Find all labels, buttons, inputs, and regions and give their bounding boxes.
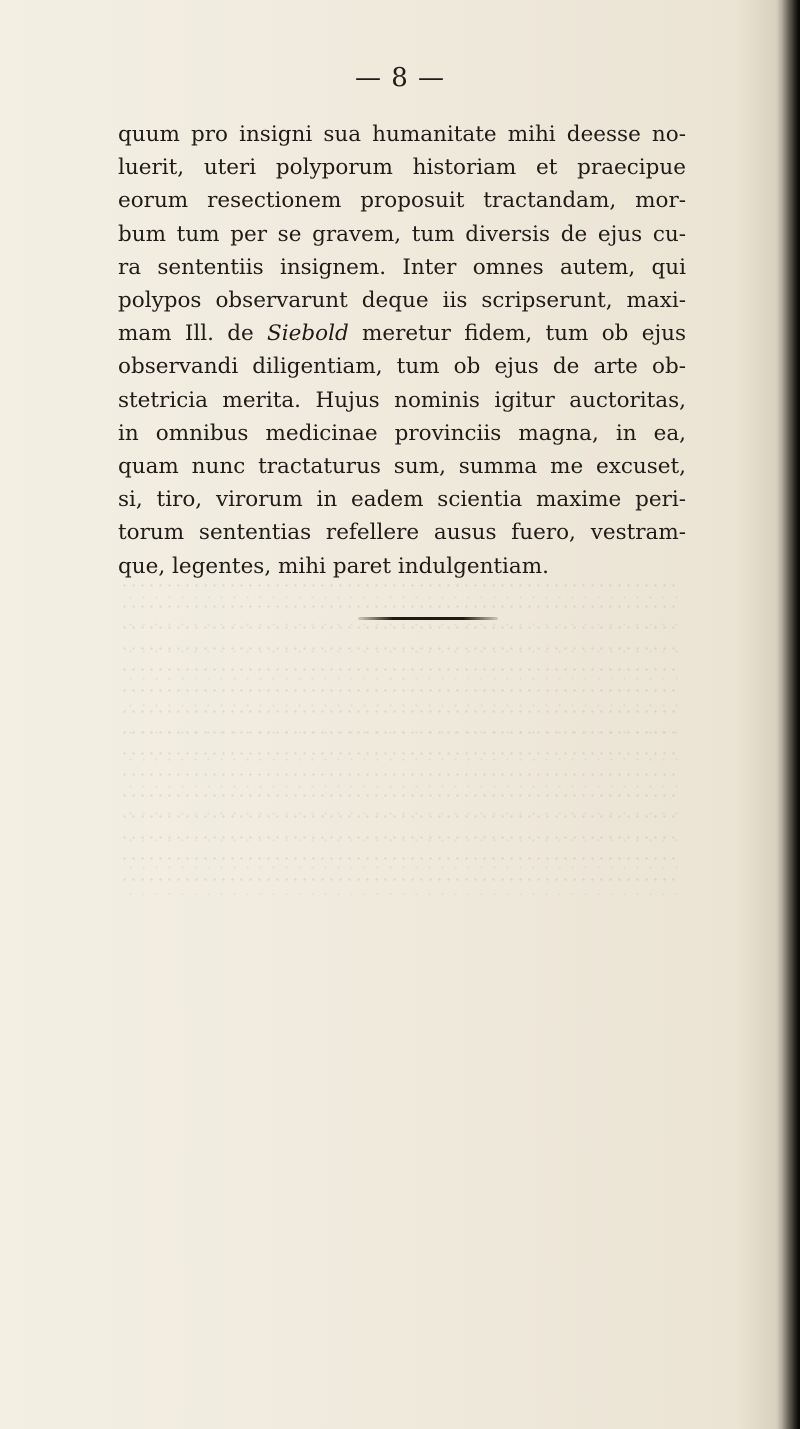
text-line: bum tum per se gravem, tum diversis de ejus cu- xyxy=(118,221,686,247)
text-line xyxy=(118,317,686,350)
text-line: in omnibus medicinae provinciis magna, in ea, xyxy=(118,420,686,446)
text-line: polypos observarunt deque iis scripserunt, maxi- xyxy=(118,288,686,314)
text-line: quum pro insigni sua humanitate mihi deesse no- xyxy=(118,122,686,147)
section-divider-rule xyxy=(358,617,498,620)
text-line: luerit, uteri polyporum historiam et praecipue xyxy=(118,155,686,181)
text-line: eorum resectionem proposuit tractandam, mor- xyxy=(118,188,686,214)
text-line: stetricia merita. Hujus nominis igitur auctoritas, xyxy=(118,387,686,413)
page-number: — 8 — xyxy=(354,63,446,93)
text-line: observandi diligentiam, tum ob ejus de arte ob- xyxy=(118,354,686,380)
text-segment: meretur fidem, tum ob ejus xyxy=(348,321,686,347)
text-line: si, tiro, virorum in eadem scientia maxime peri- xyxy=(118,487,686,513)
body-paragraph xyxy=(118,118,686,583)
text-line: quam nunc tractaturus sum, summa me excuset, xyxy=(118,454,686,480)
text-line: que, legentes, mihi paret indulgentiam. xyxy=(118,553,549,579)
text-segment: mam Ill. de xyxy=(118,321,268,347)
text-line: torum sententias refellere ausus fuero, vestram- xyxy=(118,520,686,546)
author-name-siebold: Siebold xyxy=(267,321,349,347)
text-line: ra sententiis insignem. Inter omnes autem, qui xyxy=(118,254,686,280)
